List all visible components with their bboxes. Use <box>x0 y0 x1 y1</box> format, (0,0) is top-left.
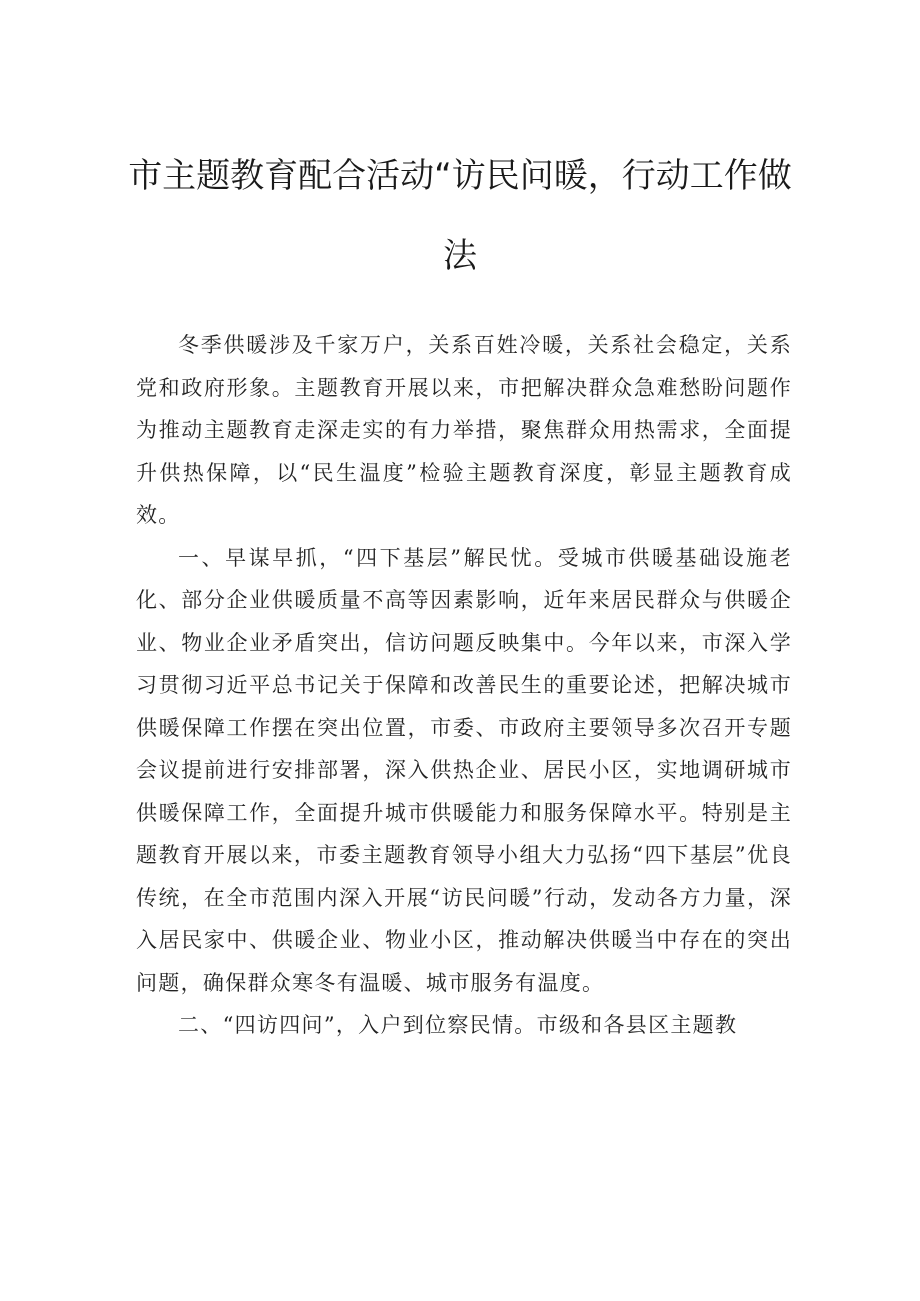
document-body <box>136 324 792 1047</box>
document-title-line-1: 市主题教育配合活动“访民问暖，行动工作做 <box>128 156 792 196</box>
document-title-line-2: 法 <box>443 236 477 276</box>
paragraph-intro: 冬季供暖涉及千家万户，关系百姓冷暖，关系社会稳定，关系党和政府形象。主题教育开展以来，市把解决群众急难愁盼问题作为推动主题教育走深走实的有力举措，聚焦群众用热需求，全面提升供热保障，以“民生温度”检验主题教育深度，彰显主题教育成效。 <box>136 333 792 527</box>
paragraph-section-2: 二、“四访四问”，入户到位察民情。市级和各县区主题教 <box>178 1013 738 1037</box>
paragraph-section-1: 一、早谋早抓，“四下基层”解民忧。受城市供暖基础设施老化、部分企业供暖质量不高等因素影响，近年来居民群众与供暖企业、物业企业矛盾突出，信访问题反映集中。今年以来，市深入学习贯彻习近平总书记关于保障和改善民生的重要论述，把解决城市供暖保障工作摆在突出位置，市委、市政府主要领导多次召开专题会议提前进行安排部署，深入供热企业、居民小区，实地调研城市供暖保障工作，全面提升城市供暖能力和服务保障水平。特别是主题教育开展以来，市委主题教育领导小组大力弘扬“四下基层”优良传统，在全市范围内深入开展“访民问暖”行动，发动各方力量，深入居民家中、供暖企业、物业小区，推动解决供暖当中存在的突出问题，确保群众寒冬有温暖、城市服务有温度。 <box>136 545 792 995</box>
